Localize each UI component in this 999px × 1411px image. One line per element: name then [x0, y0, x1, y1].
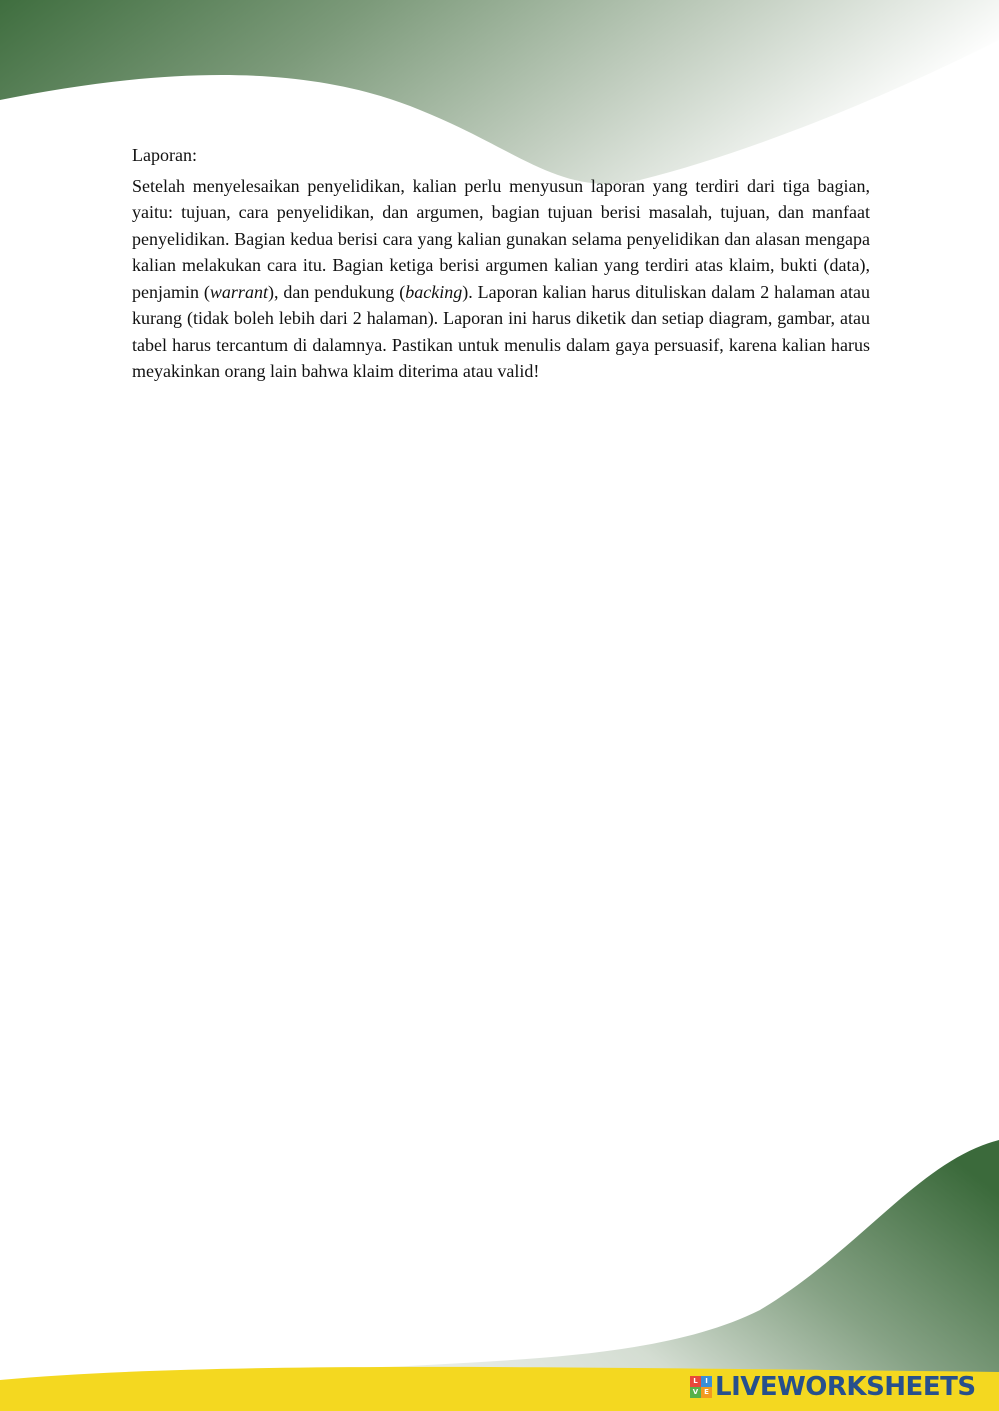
logo-letter-e: E [701, 1387, 712, 1398]
section-heading: Laporan: [132, 145, 197, 165]
term-warrant: warrant [209, 281, 268, 302]
liveworksheets-brand [690, 1372, 976, 1402]
bottom-decorative-wave [0, 1140, 999, 1411]
report-instructions [132, 142, 870, 385]
logo-letter-v: V [690, 1387, 701, 1398]
term-backing: backing [405, 281, 463, 302]
liveworksheets-logo-icon [690, 1376, 712, 1398]
instructions-paragraph [132, 173, 870, 385]
logo-letter-i: I [701, 1376, 712, 1387]
paragraph-text-3: ). Laporan kalian harus dituliskan dalam 2 halaman atau kurang (tidak boleh lebih dari 2 halaman). Laporan ini harus diketik dan setiap diagram, gambar, atau tabel harus tercantum di dalamnya. Pastikan untuk menulis dalam gaya persuasif, karena kalian harus meyakinkan orang lain bahwa klaim diterima atau valid! [132, 281, 871, 381]
brand-name: LIVEWORKSHEETS [715, 1372, 976, 1402]
logo-letter-l: L [690, 1376, 701, 1387]
paragraph-text-1: Setelah menyelesaikan penyelidikan, kalian perlu menyusun laporan yang terdiri dari tiga bagian, yaitu: tujuan, cara penyelidikan, dan argumen, bagian tujuan berisi masalah, tujuan, dan manfaat penyelidikan. Bagian kedua berisi cara yang kalian gunakan selama penyelidikan dan alasan mengapa kalian melakukan cara itu. Bagian ketiga berisi argumen kalian yang terdiri atas klaim, bukti (data), penjamin ( [132, 175, 870, 302]
paragraph-text-2: ), dan pendukung ( [267, 281, 406, 302]
